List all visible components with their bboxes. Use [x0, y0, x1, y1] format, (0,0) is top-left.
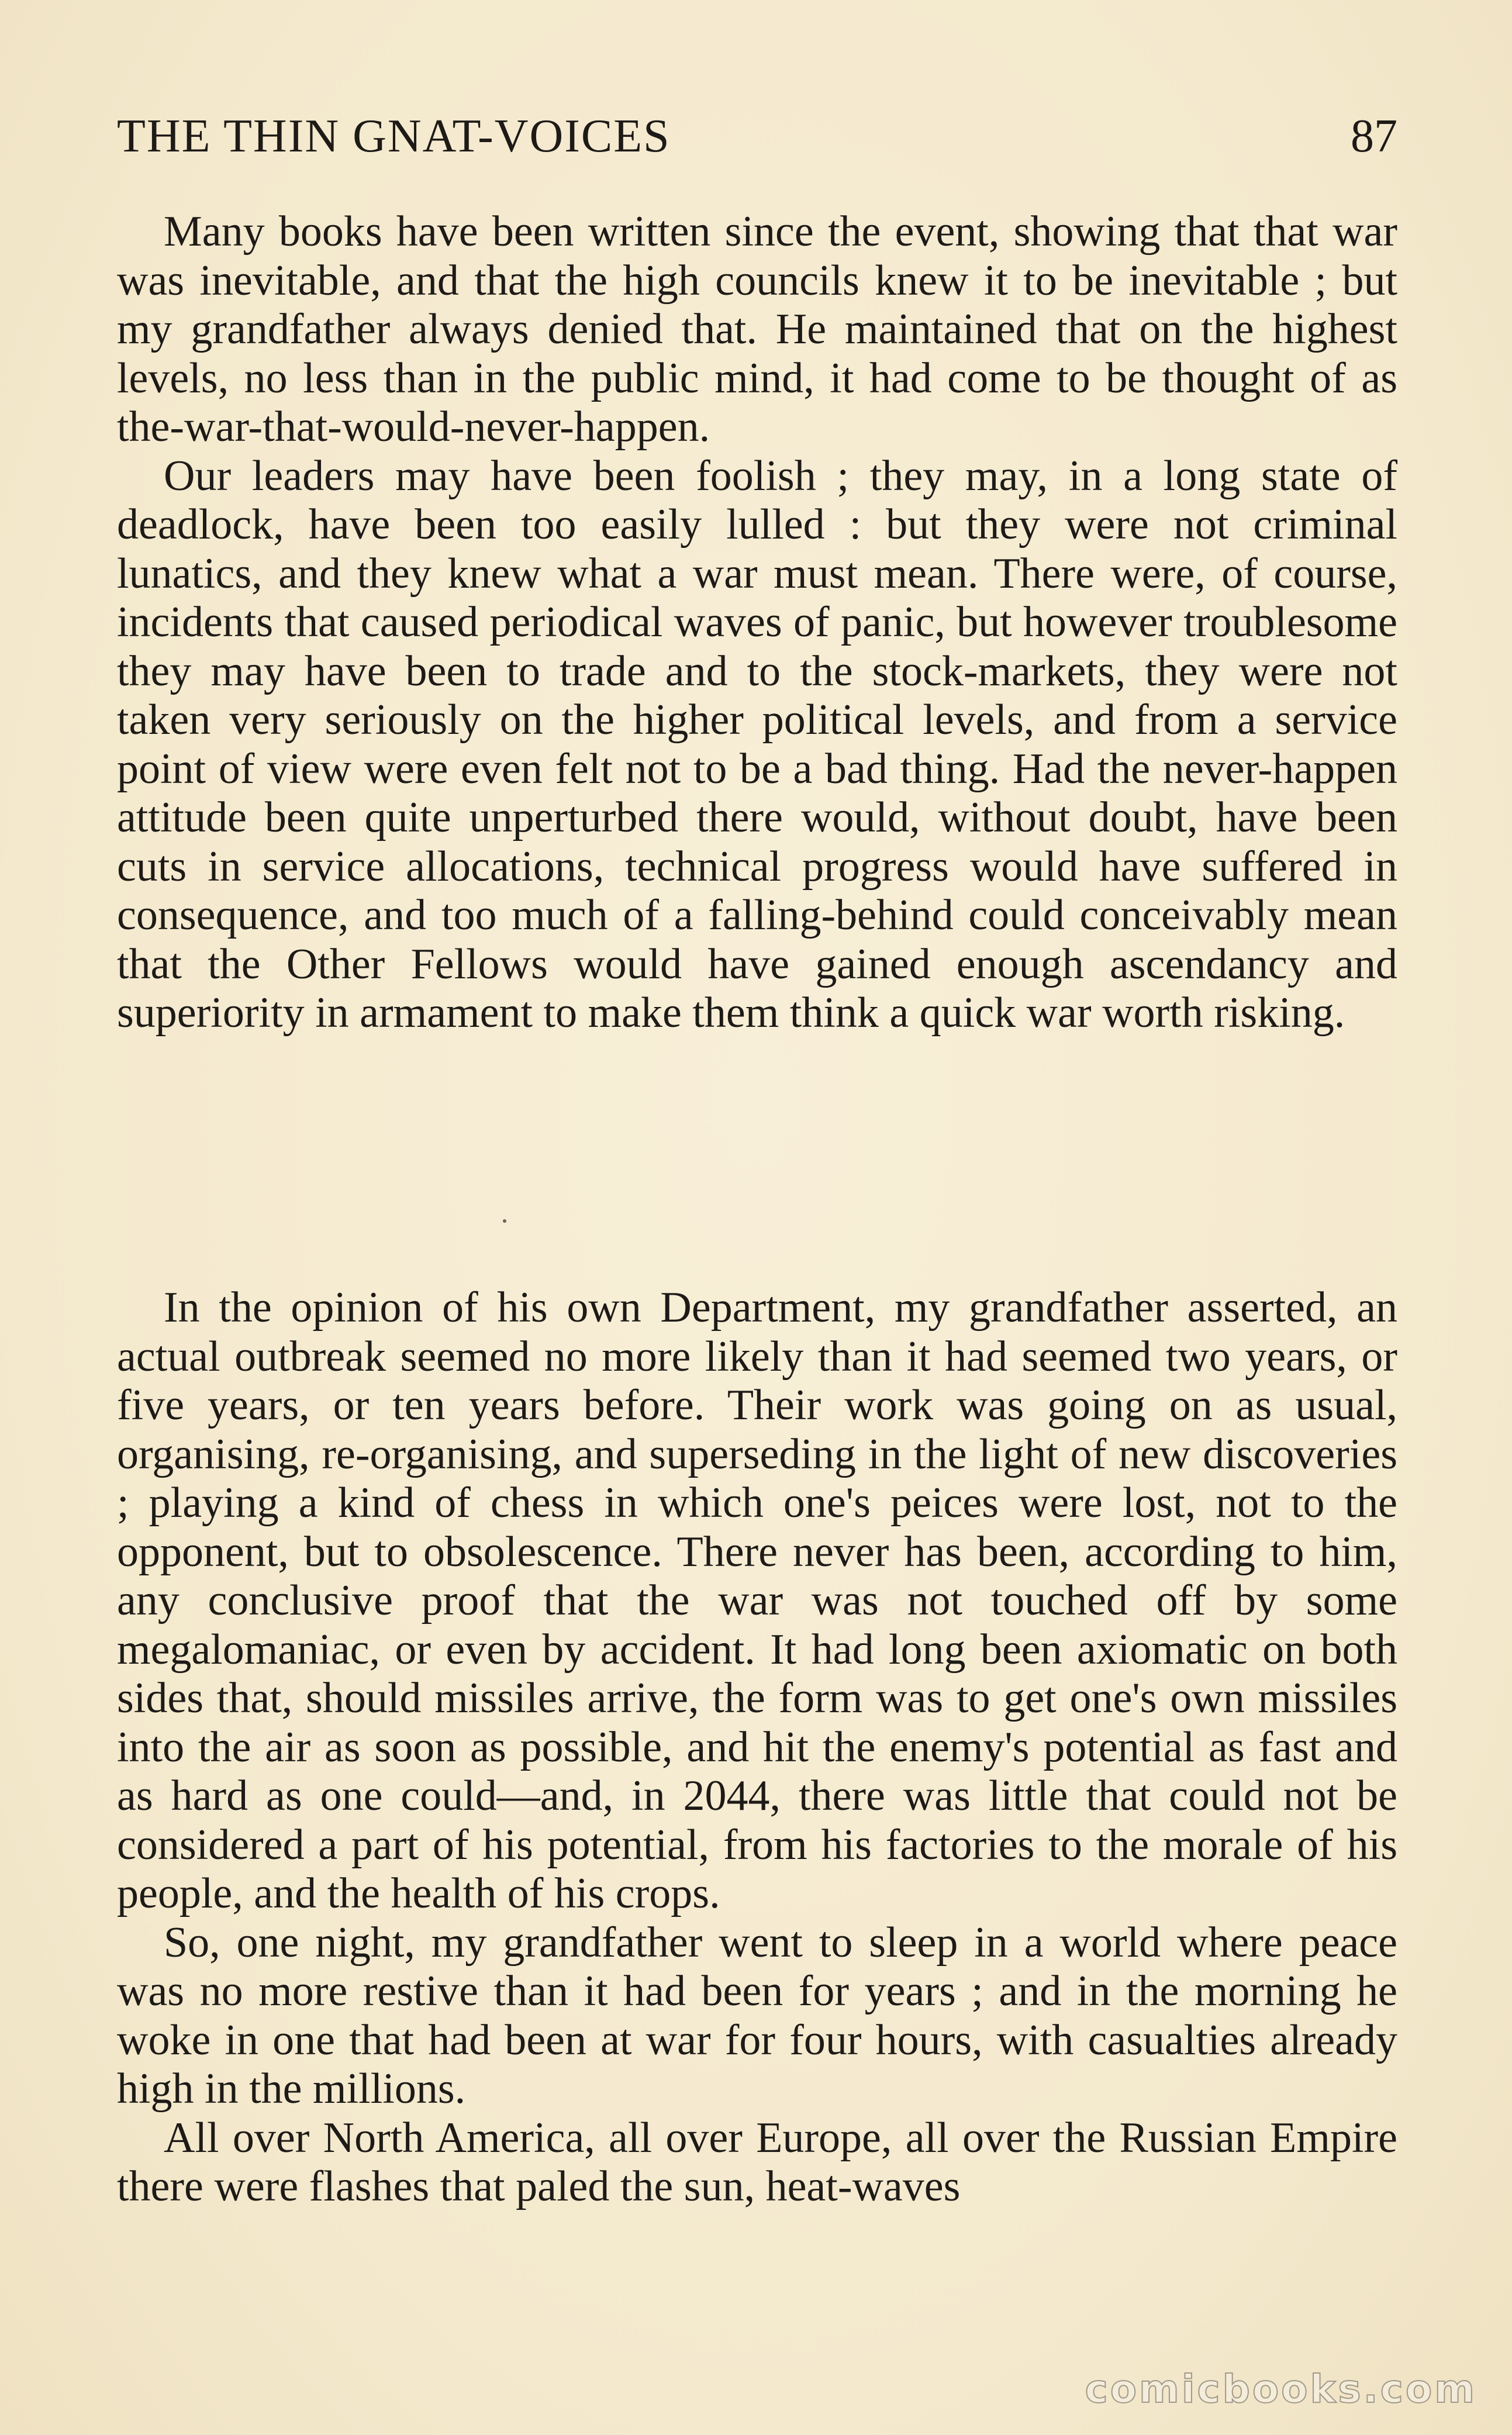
page-number: 87 — [1351, 111, 1397, 162]
text-block-after-break — [117, 1284, 1397, 2212]
paragraph: So, one night, my grandfather went to sleep in a world where peace was no more restive than it had been for years ; and in the morning he woke in one that had been at war for four hours, with casualties already high in the millions. — [117, 1918, 1397, 2113]
paragraph: Many books have been written since the event, showing that that war was inevitable, and that the high councils knew it to be inevitable ; but my grandfather always denied that. He maintained that on the highest levels, no less than in the public mind, it had come to be thought of as the-war-that-would-never-happen. — [117, 208, 1397, 451]
paragraph: All over North America, all over Europe, all over the Russian Empire there were flashes that paled the sun, heat-waves — [117, 2113, 1397, 2210]
paragraph: Our leaders may have been foolish ; they may, in a long state of deadlock, have been too easily lulled : but they were not criminal lunatics, and they knew what a war must mean. There were, of course, incidents that caused periodical waves of panic, but however troublesome they may have been to trade and to the stock-markets, they were not taken very seriously on the higher political levels, and from a service point of view were even felt not to be a bad thing. Had the never-happen attitude been quite unperturbed there would, without doubt, have been cuts in service allocations, technical progress would have suffered in consequence, and too much of a falling-behind could conceivably mean that the Other Fellows would have gained enough ascendancy and superiority in armament to make them think a quick war worth risking. — [117, 451, 1397, 1037]
text-block-before-break — [117, 208, 1397, 1038]
page-header — [117, 104, 1397, 168]
running-head: THE THIN GNAT-VOICES — [117, 111, 671, 162]
paragraph: In the opinion of his own Department, my grandfather asserted, an actual outbreak seemed no more likely than it had seemed two years, or five years, or ten years before. Their work was going on as usual, organising, re-organising, and superseding in the light of new discoveries ; playing a kind of chess in which one's peices were lost, not to the opponent, but to obsolescence. There never has been, according to him, any conclusive proof that the war was not touched off by some megalomaniac, or even by accident. It had long been axiomatic on both sides that, should missiles arrive, the form was to get one's own missiles into the air as soon as possible, and hit the enemy's potential as fast and as hard as one could—and, in 2044, there was little that could not be considered a part of his potential, from his factories to the morale of his people, and the health of his crops. — [117, 1284, 1397, 1917]
section-break-mark — [503, 1219, 506, 1223]
watermark-logo: comicbooks.com — [1085, 2367, 1477, 2412]
